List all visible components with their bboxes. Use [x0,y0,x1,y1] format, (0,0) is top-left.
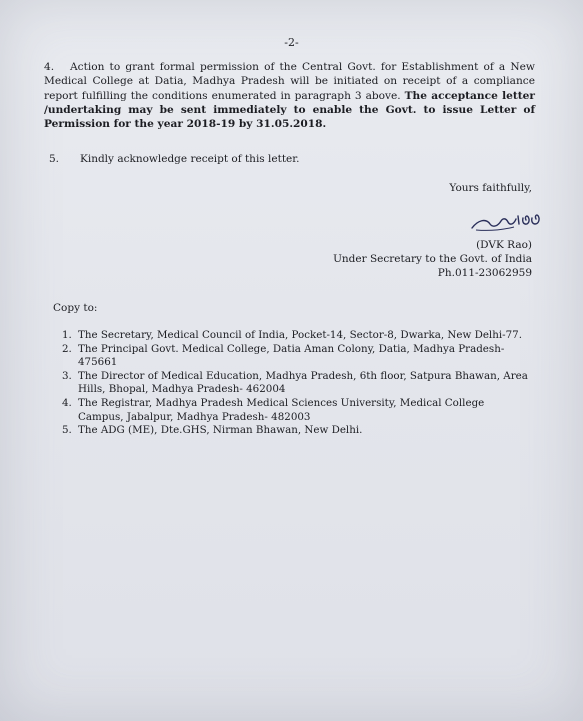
list-item: 2. The Principal Govt. Medical College, Datia Aman Colony, Datia, Madhya Pradesh-475661 [62,342,505,369]
signatory-phone: Ph.011-23062959 [437,267,532,279]
list-item: 4. The Registrar, Madhya Pradesh Medical Sciences University, Medical College Campus, Jabalpur, Madhya Pradesh- 482003 [62,396,485,423]
paragraph-4-text: Action to grant formal permission of the Central Govt. for Establishment of a New Medical College at Datia, Madhya Pradesh will be initiated on receipt of a compliance report fulfilling the conditions enumerated in paragraph 3 above. [44,61,535,102]
paragraph-5-text: Kindly acknowledge receipt of this letter. [80,153,300,165]
list-item: 1. The Secretary, Medical Council of India, Pocket-14, Sector-8, Dwarka, New Delhi-77. [62,329,522,341]
paragraph-4-number: 4. [44,61,55,73]
signature-image [468,206,548,234]
signatory-block [333,238,532,280]
copy-to-heading: Copy to: [53,302,98,314]
paragraph-4 [44,60,535,131]
closing-salutation: Yours faithfully, [449,182,532,194]
paragraph-5 [49,152,299,167]
signatory-designation: Under Secretary to the Govt. of India [333,253,532,265]
paragraph-4-bold-text: The acceptance letter /undertaking may be sent immediately to enable the Govt. to issue Letter of Permission for the year 2018-19 by 31.05.2018. [44,89,535,131]
paragraph-5-number: 5. [49,153,60,165]
signatory-name: (DVK Rao) [476,239,532,251]
copy-to-list [62,329,532,438]
page-number: -2- [284,36,299,49]
list-item: 5. The ADG (ME), Dte.GHS, Nirman Bhawan, New Delhi. [62,424,363,437]
list-item: 3. The Director of Medical Education, Madhya Pradesh, 6th floor, Satpura Bhawan, Area Hills, Bhopal, Madhya Pradesh- 462004 [62,369,528,396]
